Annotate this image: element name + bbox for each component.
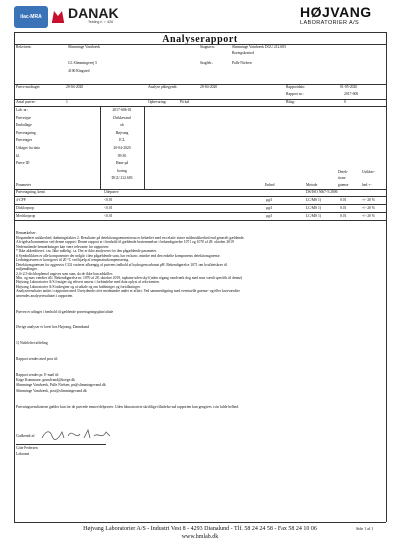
signer-name: Gitte Pedersen — [16, 446, 38, 450]
cell-limit: 0.01 — [340, 198, 347, 202]
table-row — [14, 197, 386, 205]
sample-meta-value: Drikkevand — [113, 115, 131, 120]
col-parameter: Parameter — [16, 183, 31, 187]
cell-limit: 0.01 — [340, 206, 347, 210]
col-limit-line2: tions- — [338, 176, 347, 180]
table-row — [14, 205, 386, 213]
sample-meta-values — [102, 107, 142, 183]
received-label: Prøve modtaget: — [16, 85, 41, 89]
remark-line: Min. og max værdier iflf. Bekendtgørelse nr. 1070 af 28. oktober 2019, tapbane uden skyl (uden afgang vandværk dog med max værdi specifik til denne) — [16, 276, 243, 280]
cell-value: <0.01 — [104, 198, 113, 202]
remark-line: Detektionsgrænsen for aggressiv CO2 varierer afhængig af prøvens indhold af hydrogencarbonat pH. Bekendtgørelse 1071 om kvalitetskrav til — [16, 262, 228, 267]
results-table — [14, 189, 386, 221]
sample-meta-label: Emballage — [16, 123, 32, 128]
cell-parameter: 4-CPP — [16, 198, 26, 202]
table-row — [14, 189, 386, 197]
col-unit: Enhed — [265, 183, 275, 187]
cell-value: <0.01 — [104, 206, 113, 210]
storage-label: Opbevaring: — [148, 100, 167, 104]
cell-parameter: Dichlorprop — [16, 206, 35, 210]
sample-meta-value: DGU 212.683 — [111, 176, 133, 181]
customer-name: Slimminge Vandværk — [68, 45, 100, 49]
remark-line: Bemærkelser: — [16, 231, 37, 235]
disclaimer-line: Højvang Laboratorier A/S indregner og at udtale og om holdninger og fortolkninger. — [16, 284, 141, 289]
sampling-statement: Prøven er udtaget i henhold til gældende prøvetagningsplan/aftale — [16, 310, 114, 314]
cell-unit: µg/l — [266, 198, 273, 202]
footnote-1: 1) Nuleleftet afdeling — [16, 341, 48, 345]
sample-meta-value: ok — [120, 123, 124, 128]
sample-meta-label: Prøvetagning — [16, 130, 36, 135]
remarks-block — [16, 231, 244, 281]
handwritten-signature — [40, 426, 120, 444]
disclaimer-block — [16, 280, 240, 298]
post-recipients-label: Rapport sendes med post til: — [16, 357, 58, 361]
storage-value: På køl — [180, 100, 190, 104]
col-uncertainty-line2: hed +- — [362, 183, 372, 187]
customer-address-2: 4100 Ringsted — [68, 69, 90, 73]
cell-parameter: Prøvetagning, kemi — [16, 190, 45, 194]
cell-parameter: Mechlorprop — [16, 214, 36, 218]
disclaimer-line: Analyseresultater anført i rapporten med 3 betydende cifre medmindre andet er afført. Ved sammenligning med eventuelle grænse- og/eller kravværdier — [16, 289, 240, 293]
remark-line: Afvigelse/kommentar ved denne rapport: Denne rapport er i henhold til gældende bestemmelser i bekendtgørelse 1071 og 1070 af 28. oktober 2019 — [16, 240, 234, 244]
cell-method: LC/MS 1) — [306, 198, 322, 202]
validity-statement: Prøvningsresultaterne gælder kun for de prøvede emner/delprøver. Uden laboratoriets skriftlige tilladelse må rapporten kun gengives i sin fulde helhed. — [16, 405, 240, 409]
sample-count-label: Antal prøver: — [16, 100, 36, 104]
sample-meta-label: Prøvetype — [16, 115, 31, 120]
cell-limit: 0.01 — [340, 214, 347, 218]
sample-meta-value: 09:30 — [117, 153, 127, 158]
customer-label: Rekvirent: — [16, 45, 32, 49]
cell-method: LC/MS 1) — [306, 214, 322, 218]
remark-line: miljømålinger. — [16, 267, 38, 271]
lab-logo-subline: LABORATORIER A/S — [300, 20, 360, 26]
col-uncertainty-line1: Usikker- — [362, 170, 375, 174]
report-date-label: Rapportdato: — [286, 85, 306, 89]
footer-website: www.hmlab.dk — [181, 534, 219, 540]
remark-line: Ekspanderet usikkerhed, dækningsfaktor 2. Resultater på detektionsgrænseniveau er behæftet med en relativ større måleusikkerhed end generelt gældende. — [16, 235, 245, 240]
col-limit-line3: grænse — [338, 183, 349, 187]
email-recipient-line: Køge Kommune, grundvand@koege.dk — [16, 378, 75, 383]
sample-meta-value: boring — [117, 168, 127, 173]
email-recipients-block — [16, 373, 106, 394]
page-indicator: Side 1 af 1 — [356, 526, 374, 531]
footer-address: Højvang Laboratorier A/S - Industri Vest 8 - 4293 Dianalund - Tlf. 58 24 24 58 - Fax 58 24 10 06 — [83, 526, 317, 532]
report-number-label: Rapport nr.: — [286, 92, 304, 96]
attachment-value: 0 — [344, 100, 346, 104]
sampler-value: Palle Nielsen — [232, 61, 252, 65]
cell-value: <0.01 — [104, 214, 113, 218]
email-recipient-line: Slimminge Vandværk, Palle Nielsen, pn@slimmingevand.dk — [16, 383, 106, 388]
other-analyses-statement: Øvrige analyser er lavet hos Højvang, Danmkund — [16, 325, 90, 329]
cell-method: LC/MS 1) — [306, 206, 322, 210]
danak-subline: Testing n ♀ 426 — [88, 20, 114, 24]
analysis-start-value: 20-04-2020 — [200, 85, 218, 89]
report-date-value: 01-05-2020 — [340, 85, 358, 89]
sample-meta-value: 2017-606-01 — [112, 108, 132, 112]
cell-unit: µg/l — [266, 214, 273, 218]
sample-meta-label: Udtaget fra dato — [16, 145, 40, 150]
site-subvalue: Boringskontrol — [232, 51, 255, 55]
sample-meta-labels — [16, 107, 40, 168]
remark-line: 2,4+2,5-dichlorphenol angives som sum, da de ikke kan adskilles — [16, 271, 113, 276]
sample-meta-label: Lab. nr: — [16, 108, 28, 112]
sample-meta-label: Prøvetager — [16, 138, 32, 143]
sample-meta-label: kl. — [16, 153, 20, 158]
cell-method: DS/ISO 5667-5:2006 — [306, 190, 338, 194]
attachment-label: Bilag: — [286, 100, 296, 104]
cell-uncertainty: +/- 20 % — [362, 206, 375, 210]
disclaimer-line: Højvang Laboratorier A/S frasiger sig ethvert ansvar i forbindelse med data oplyst af rekvirenten. — [16, 280, 160, 284]
col-method: Metode — [306, 183, 318, 187]
site-label: Stagnavn: — [200, 45, 215, 49]
sample-count-value: 1 — [66, 100, 68, 104]
email-recipient-line: Rapport sendes pr. E-mail til: — [16, 373, 60, 377]
col-limit-line1: Detek- — [338, 170, 349, 174]
sample-meta-value: JCL — [118, 138, 126, 143]
cell-uncertainty: +/- 20 % — [362, 214, 375, 218]
table-row — [14, 213, 386, 221]
report-title: Analyserapport — [162, 34, 238, 45]
report-number-value: 2017-606 — [344, 92, 359, 96]
remark-line: # Symbolikken er alle komponenter der indgår i den pågældende sum, har en konc. mindre end den enkelte komponents detektionsgrænse. — [16, 253, 221, 258]
cell-uncertainty: +/- 20 % — [362, 198, 375, 202]
received-value: 20-04-2020 — [66, 85, 84, 89]
remark-line: * Ikke akkrediteret. i.m. Ikke målelig. i.a. Der er ikke analyseret for den pågældende parameter. — [16, 249, 157, 253]
danak-crown-icon — [50, 6, 66, 24]
email-recipient-line: Slimminge Vandværk, post@slimmingevand.dk — [16, 388, 87, 393]
sample-meta-label: Prøve ID — [16, 161, 30, 166]
remark-line: Nedenstående bemærkninger kan være relevante for rapporten: — [16, 244, 109, 249]
sampler-label: Stagfeb.: — [200, 61, 214, 65]
cell-unit: µg/l — [266, 206, 273, 210]
sample-meta-value: Højvang — [115, 130, 129, 135]
lab-logo-name: HØJVANG — [300, 4, 372, 20]
danak-logo-text: DANAK — [68, 5, 119, 21]
analysis-start-label: Analyse påbegyndt: — [148, 85, 178, 89]
signer-role: Laborant — [16, 452, 30, 456]
sample-meta-value: Hane på — [115, 161, 129, 166]
disclaimer-line: anvendes analyseresultatet i rapporten. — [16, 293, 74, 298]
cell-value: Udeprøve — [104, 190, 119, 194]
site-value: Slimminge Vandværk DGU 212.683 — [232, 45, 286, 49]
ilac-mra-logo: ilac-MRA — [14, 6, 48, 28]
customer-address-1: Gl. Slimmingevej 5 — [68, 61, 97, 65]
approved-by-label: Godkendt af: — [16, 434, 36, 438]
sample-meta-value: 20-04-2020 — [113, 145, 131, 150]
remark-line: Ledningsevnen er korrigeret til 20 °C ved hjælp af temperaturkompensering. — [16, 258, 130, 262]
